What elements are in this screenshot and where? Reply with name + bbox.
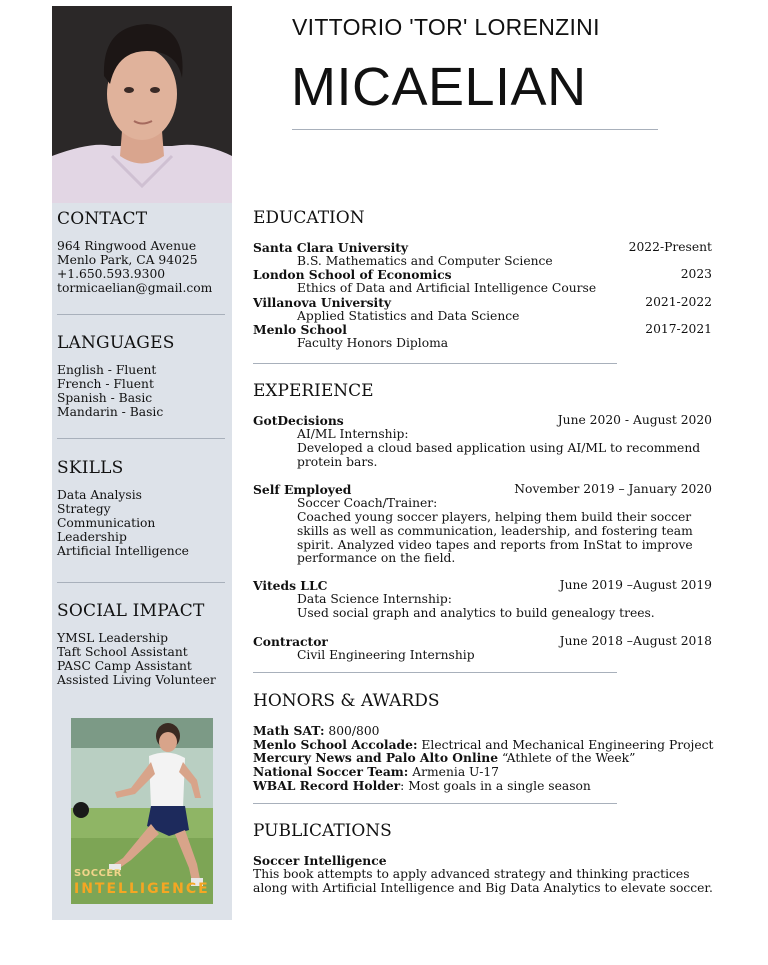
publication-title-text: Soccer Intelligence (253, 853, 387, 868)
education-school: Santa Clara University (253, 240, 409, 255)
book-title-line2: INTELLIGENCE (74, 881, 210, 897)
honor-label: Math SAT: (253, 723, 325, 738)
experience-date: June 2019 –August 2019 (559, 578, 712, 592)
social-impact-item: PASC Camp Assistant (57, 658, 192, 673)
honor-text: Armenia U-17 (408, 765, 500, 779)
skill-item: Communication (57, 515, 156, 530)
honor-label: WBAL Record Holder (253, 778, 401, 793)
language-item: Mandarin - Basic (57, 404, 164, 419)
divider (57, 314, 225, 315)
contact-address-line2: Menlo Park, CA 94025 (57, 252, 198, 267)
experience-desc: Coached young soccer players, helping them build their soccer skills as well as communication, leadership, and fostering team spirit. Analyzed video tapes and reports from InStat to improve performance on the field. (297, 510, 693, 566)
education-date: 2021-2022 (645, 295, 712, 309)
experience-heading: EXPERIENCE (253, 381, 374, 401)
publication-desc-line2: along with Artificial Intelligence and Big Data Analytics to elevate soccer. (253, 881, 713, 895)
portrait-illustration (52, 6, 232, 203)
education-date: 2017-2021 (645, 322, 712, 336)
honor-item (253, 779, 591, 794)
name-first: VITTORIO 'TOR' LORENZINI (292, 14, 600, 40)
education-heading: EDUCATION (253, 208, 365, 228)
divider (57, 582, 225, 583)
honor-text: Electrical and Mechanical Engineering Project (417, 738, 714, 752)
contact-section (57, 209, 227, 296)
language-item: English - Fluent (57, 363, 157, 377)
divider (253, 363, 617, 364)
social-impact-item: Taft School Assistant (57, 644, 188, 659)
experience-role: Soccer Coach/Trainer: (297, 496, 438, 510)
language-item: French - Fluent (57, 376, 154, 391)
experience-role: Data Science Internship: (297, 592, 452, 606)
contact-phone[interactable]: +1.650.593.9300 (57, 266, 166, 281)
contact-address-line1: 964 Ringwood Avenue (57, 239, 197, 253)
education-school: Menlo School (253, 322, 347, 337)
skill-item: Strategy (57, 501, 111, 516)
divider (57, 438, 225, 439)
experience-date: June 2020 - August 2020 (557, 413, 712, 427)
experience-org: Viteds LLC (253, 578, 328, 593)
honor-label: Mercury News and Palo Alto Online (253, 750, 499, 765)
skill-item: Artificial Intelligence (57, 543, 189, 558)
divider (253, 803, 617, 804)
skills-heading: SKILLS (57, 458, 124, 478)
languages-section (57, 333, 227, 420)
honor-text: : Most goals in a single season (400, 779, 591, 793)
experience-org: Contractor (253, 634, 328, 649)
education-date: 2023 (680, 267, 712, 281)
education-school: London School of Economics (253, 267, 452, 282)
experience-date: June 2018 –August 2018 (559, 634, 712, 648)
honor-label: National Soccer Team: (253, 764, 409, 779)
education-detail: B.S. Mathematics and Computer Science (297, 254, 553, 268)
book-title-line1: SOCCER (74, 868, 122, 879)
honors-heading: HONORS & AWARDS (253, 691, 440, 711)
social-impact-item: YMSL Leadership (57, 631, 169, 645)
contact-heading: CONTACT (57, 209, 148, 229)
education-school: Villanova University (253, 295, 392, 310)
languages-heading: LANGUAGES (57, 333, 175, 353)
education-detail: Ethics of Data and Artificial Intelligence Course (297, 281, 597, 295)
experience-role: AI/ML Internship: (297, 427, 409, 441)
experience-desc: Developed a cloud based application using AI/ML to recommend protein bars. (297, 441, 701, 469)
experience-org: GotDecisions (253, 413, 344, 428)
education-date: 2022-Present (628, 240, 712, 254)
book-cover (71, 718, 213, 904)
publications-heading: PUBLICATIONS (253, 821, 392, 841)
honor-text: “Athlete of the Week” (498, 751, 636, 765)
language-item: Spanish - Basic (57, 390, 153, 405)
skill-item: Data Analysis (57, 488, 142, 502)
experience-desc: Used social graph and analytics to build genealogy trees. (297, 606, 655, 620)
experience-org: Self Employed (253, 482, 352, 497)
name-divider (292, 129, 658, 130)
contact-email[interactable]: tormicaelian@gmail.com (57, 280, 213, 295)
education-detail: Faculty Honors Diploma (297, 336, 449, 350)
skill-item: Leadership (57, 529, 127, 544)
social-impact-heading: SOCIAL IMPACT (57, 601, 205, 621)
social-impact-item: Assisted Living Volunteer (57, 672, 216, 687)
experience-date: November 2019 – January 2020 (514, 482, 712, 496)
honor-text: 800/800 (324, 724, 380, 738)
social-impact-section (57, 601, 227, 688)
education-detail: Applied Statistics and Data Science (297, 309, 520, 323)
honor-label: Menlo School Accolade: (253, 737, 418, 752)
experience-role: Civil Engineering Internship (297, 648, 475, 662)
name-last: MICAELIAN (291, 57, 587, 117)
divider (253, 672, 617, 673)
profile-photo (52, 6, 232, 203)
skills-section (57, 458, 227, 559)
sidebar (52, 6, 232, 920)
publication-desc-line1: This book attempts to apply advanced strategy and thinking practices (253, 867, 690, 881)
